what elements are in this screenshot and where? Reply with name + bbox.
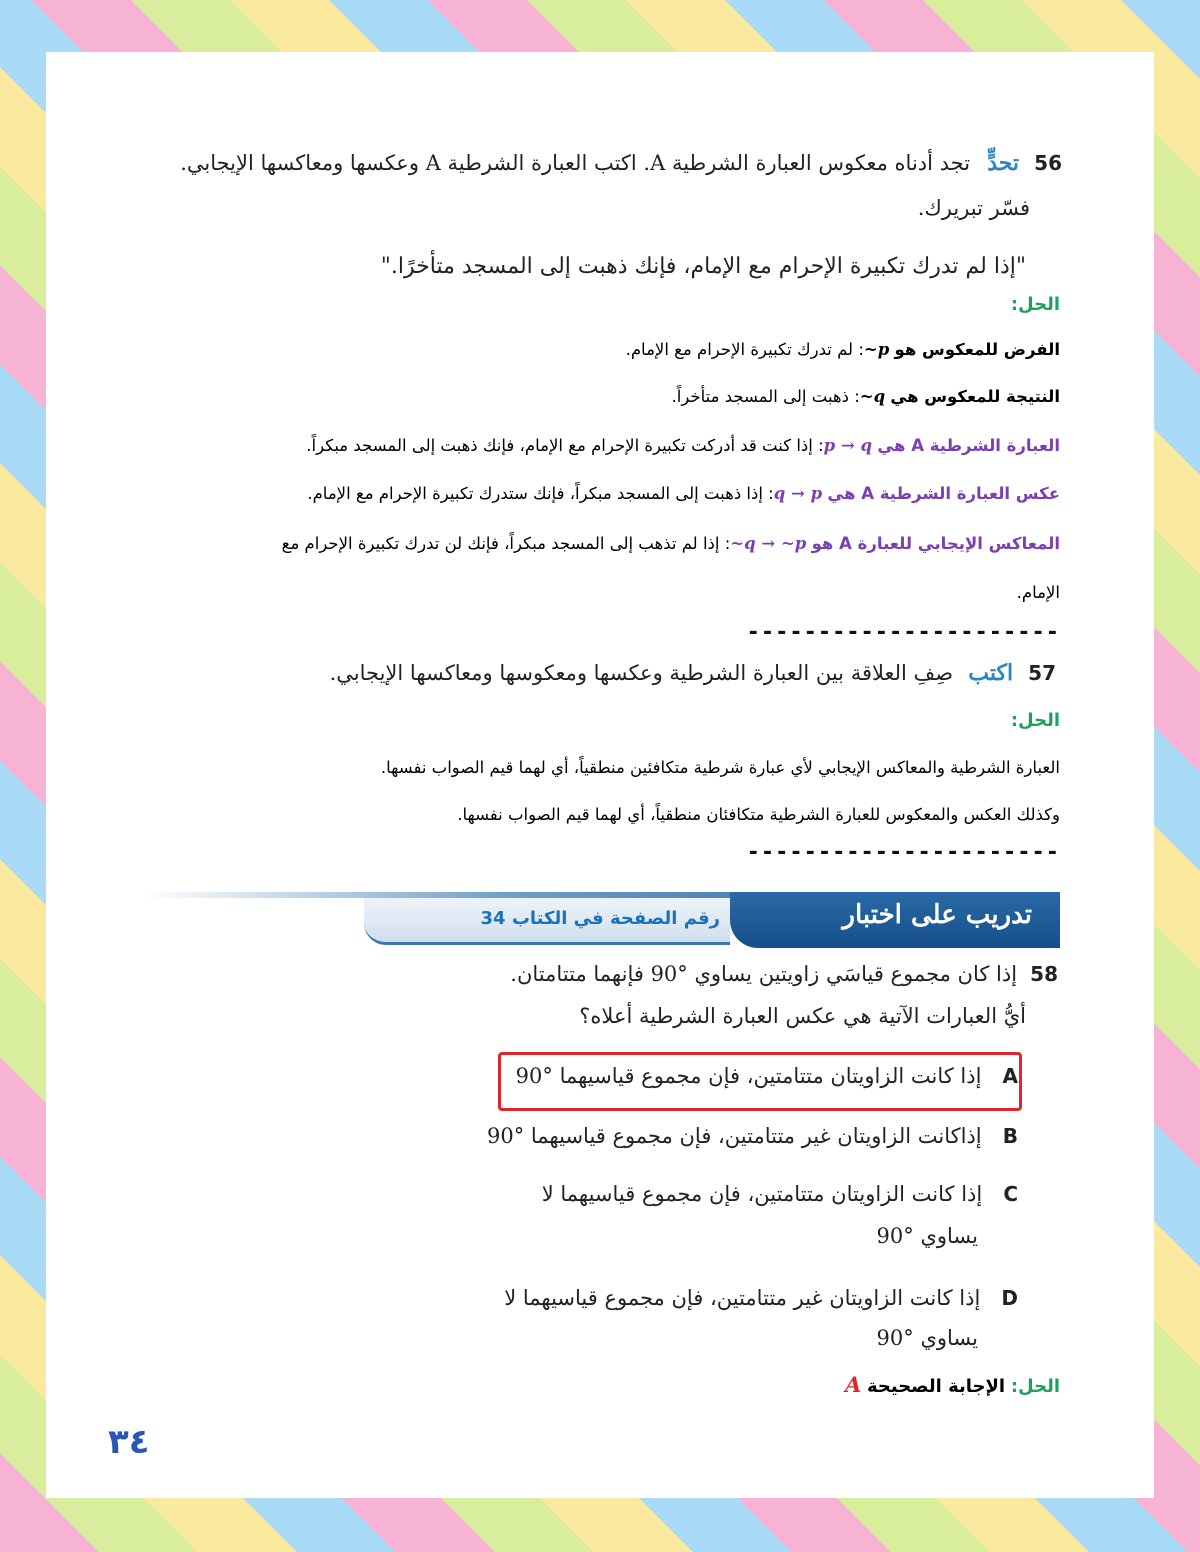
test-practice-banner xyxy=(142,892,1060,948)
contrapositive-symbol: ~q → ~p xyxy=(730,534,807,553)
converse-line xyxy=(307,484,1060,503)
option-letter: B xyxy=(1002,1124,1018,1148)
option-text: إذا كانت الزاويتان متتامتين، فإن مجموع قياسيهما لا xyxy=(541,1182,983,1206)
question-text-continued: فسّر تبريرك. xyxy=(917,196,1030,220)
banner-title: تدريب على اختبار xyxy=(842,900,1032,930)
option-letter: A xyxy=(1002,1064,1018,1088)
question-text: صِفِ العلاقة بين العبارة الشرطية وعكسها ومعكوسها ومعاكسها الإيجابي. xyxy=(329,661,954,685)
solution-label: الحل: xyxy=(1010,710,1060,731)
question-58 xyxy=(158,962,1058,986)
conditional-label: العبارة الشرطية A هي xyxy=(877,436,1060,455)
hypothesis-line xyxy=(626,340,1060,359)
page xyxy=(46,52,1154,1498)
q58-solution xyxy=(845,1372,1060,1397)
option-b[interactable] xyxy=(487,1124,1018,1148)
conditional-line xyxy=(306,436,1060,455)
contrapositive-line-continued: الإمام. xyxy=(1016,583,1060,602)
hypothesis-text: : لم تدرك تكبيرة الإحرام مع الإمام. xyxy=(625,340,864,359)
question-text: إذا كان مجموع قياسَي زاويتين يساوي °90 فإنهما متتامتان. xyxy=(510,962,1018,986)
option-text: إذا كانت الزاويتان متتامتين، فإن مجموع قياسيهما °90 xyxy=(515,1064,982,1088)
book-page-reference: رقم الصفحة في الكتاب 34 xyxy=(480,908,720,929)
option-letter: D xyxy=(1001,1286,1018,1310)
converse-symbol: q → p xyxy=(773,484,823,503)
contrapositive-label: المعاكس الإيجابي للعبارة A هو xyxy=(811,534,1060,553)
answer-line: وكذلك العكس والمعكوس للعبارة الشرطية متكافئان منطقياً، أي لهما قيم الصواب نفسها. xyxy=(457,805,1060,824)
conclusion-line xyxy=(671,387,1060,406)
option-text-continued: يساوي °90 xyxy=(876,1224,978,1248)
question-number: 58 xyxy=(1030,962,1058,986)
question-text: تجد أدناه معكوس العبارة الشرطية A. اكتب العبارة الشرطية A وعكسها ومعاكسها الإيجابي. xyxy=(180,151,971,175)
conditional-symbol: p → q xyxy=(823,436,873,455)
conclusion-text: : ذهبت إلى المسجد متأخراً. xyxy=(671,387,860,406)
conditional-text: : إذا كنت قد أدركت تكبيرة الإحرام مع الإمام، فإنك ذهبت إلى المسجد مبكراً. xyxy=(306,436,824,455)
answer-text: الإجابة الصحيحة xyxy=(866,1376,1006,1397)
option-d[interactable] xyxy=(504,1286,1018,1310)
divider: ---------------------- xyxy=(746,620,1060,645)
solution-label: الحل: xyxy=(1010,294,1060,315)
answer-letter: A xyxy=(844,1372,862,1397)
option-letter: C xyxy=(1003,1182,1018,1206)
converse-label: عكس العبارة الشرطية A هي xyxy=(827,484,1060,503)
option-a[interactable] xyxy=(516,1064,1018,1088)
converse-text: : إذا ذهبت إلى المسجد مبكراً، فإنك ستدرك تكبيرة الإحرام مع الإمام. xyxy=(307,484,774,503)
option-text-continued: يساوي °90 xyxy=(876,1326,978,1350)
question-57 xyxy=(156,660,1056,686)
banner-title-box xyxy=(730,892,1060,948)
hypothesis-symbol: ~p xyxy=(863,340,890,359)
question-56 xyxy=(102,150,1062,186)
question-quote: "إذا لم تدرك تكبيرة الإحرام مع الإمام، فإنك ذهبت إلى المسجد متأخرًا." xyxy=(380,254,1026,279)
option-c[interactable] xyxy=(542,1182,1018,1206)
contrapositive-text: : إذا لم تذهب إلى المسجد مبكراً، فإنك لن تدرك تكبيرة الإحرام مع xyxy=(281,534,731,553)
divider: ---------------------- xyxy=(746,840,1060,865)
question-number: 57 xyxy=(1028,661,1056,685)
question-keyword: اكتب xyxy=(968,660,1014,686)
option-text: إذاكانت الزاويتان غير متتامتين، فإن مجموع قياسيهما °90 xyxy=(486,1124,982,1148)
solution-label: الحل: xyxy=(1010,1376,1060,1397)
contrapositive-line xyxy=(282,534,1060,553)
question-text-continued: أيُّ العبارات الآتية هي عكس العبارة الشرطية أعلاه؟ xyxy=(579,1004,1026,1028)
page-number: ٣٤ xyxy=(108,1422,150,1462)
hypothesis-label: الفرض للمعكوس هو xyxy=(894,340,1060,359)
conclusion-symbol: ~q xyxy=(859,387,886,406)
conclusion-label: النتيجة للمعكوس هي xyxy=(890,387,1060,406)
question-number: 56 xyxy=(1034,151,1062,175)
question-keyword: تحدٍّ xyxy=(987,150,1020,176)
option-text: إذا كانت الزاويتان غير متتامتين، فإن مجموع قياسيهما لا xyxy=(504,1286,981,1310)
answer-line: العبارة الشرطية والمعاكس الإيجابي لأي عبارة شرطية متكافئين منطقياً، أي لهما قيم الصواب نفسها. xyxy=(380,758,1060,777)
banner-subtitle-tab xyxy=(364,898,730,945)
